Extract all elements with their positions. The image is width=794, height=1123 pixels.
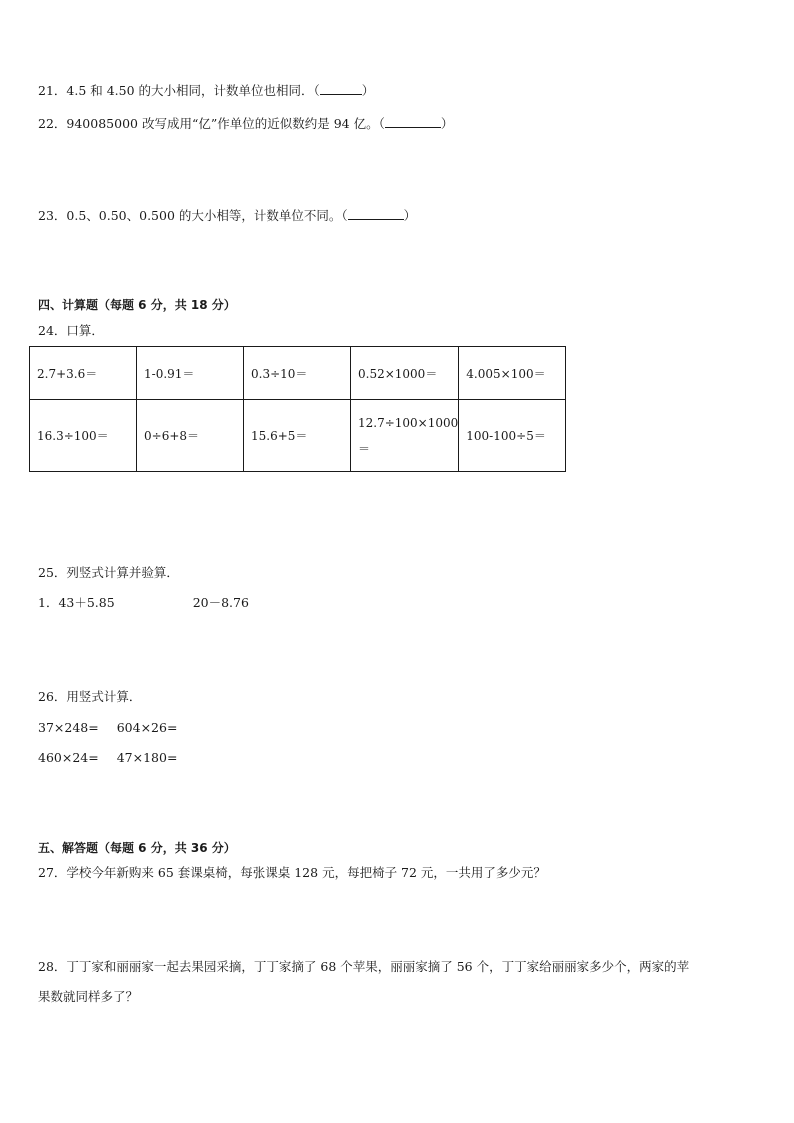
answer-blank[interactable] [348,207,404,220]
table-row [30,400,566,472]
question-26: 26．用竖式计算． [38,689,142,704]
question-28-line-2: 果数就同样多了？ [38,989,139,1004]
question-22: 22．940085000 改写成用“亿”作单位的近似数约是 94 亿。（ ） [38,116,454,131]
table-cell: 2.7+3.6＝ [30,347,137,400]
table-row [30,347,566,400]
section-5-heading: 五、解答题（每题 6 分，共 36 分） [38,841,236,855]
table-cell: 16.3÷100＝ [30,400,137,472]
table-cell: 1-0.91＝ [137,347,244,400]
question-27: 27．学校今年新购来 65 套课桌椅，每张课桌 128 元，每把椅子 72 元，一共用了多少元？ [38,865,546,880]
oral-calc-table [29,346,566,472]
answer-blank[interactable] [320,82,362,95]
table-cell: 0.52×1000＝ [351,347,459,400]
question-25: 25．列竖式计算并验算． [38,565,179,580]
table-cell: 12.7÷100×1000＝ [351,400,459,472]
question-21: 21．4.5 和 4.50 的大小相同，计数单位也相同．（ ） [38,83,375,98]
table-cell: 100-100÷5＝ [459,400,566,472]
table-cell: 4.005×100＝ [459,347,566,400]
answer-blank[interactable] [385,115,441,128]
question-23: 23．0.5、0.50、0.500 的大小相等，计数单位不同。（ ） [38,208,417,223]
question-26-row-2: 460×24= 47×180= [38,750,178,765]
question-28-line-1: 28．丁丁家和丽丽家一起去果园采摘，丁丁家摘了 68 个苹果，丽丽家摘了 56 个，丁丁家给丽丽家多少个，两家的苹 [38,959,690,974]
table-cell: 0÷6+8＝ [137,400,244,472]
question-24: 24．口算． [38,323,104,338]
question-26-row-1: 37×248= 604×26= [38,720,178,735]
table-cell: 15.6+5＝ [244,400,351,472]
section-4-heading: 四、计算题（每题 6 分，共 18 分） [38,298,236,312]
table-cell: 0.3÷10＝ [244,347,351,400]
question-25-items: 1．43＋5.85 20－8.76 [38,595,249,610]
